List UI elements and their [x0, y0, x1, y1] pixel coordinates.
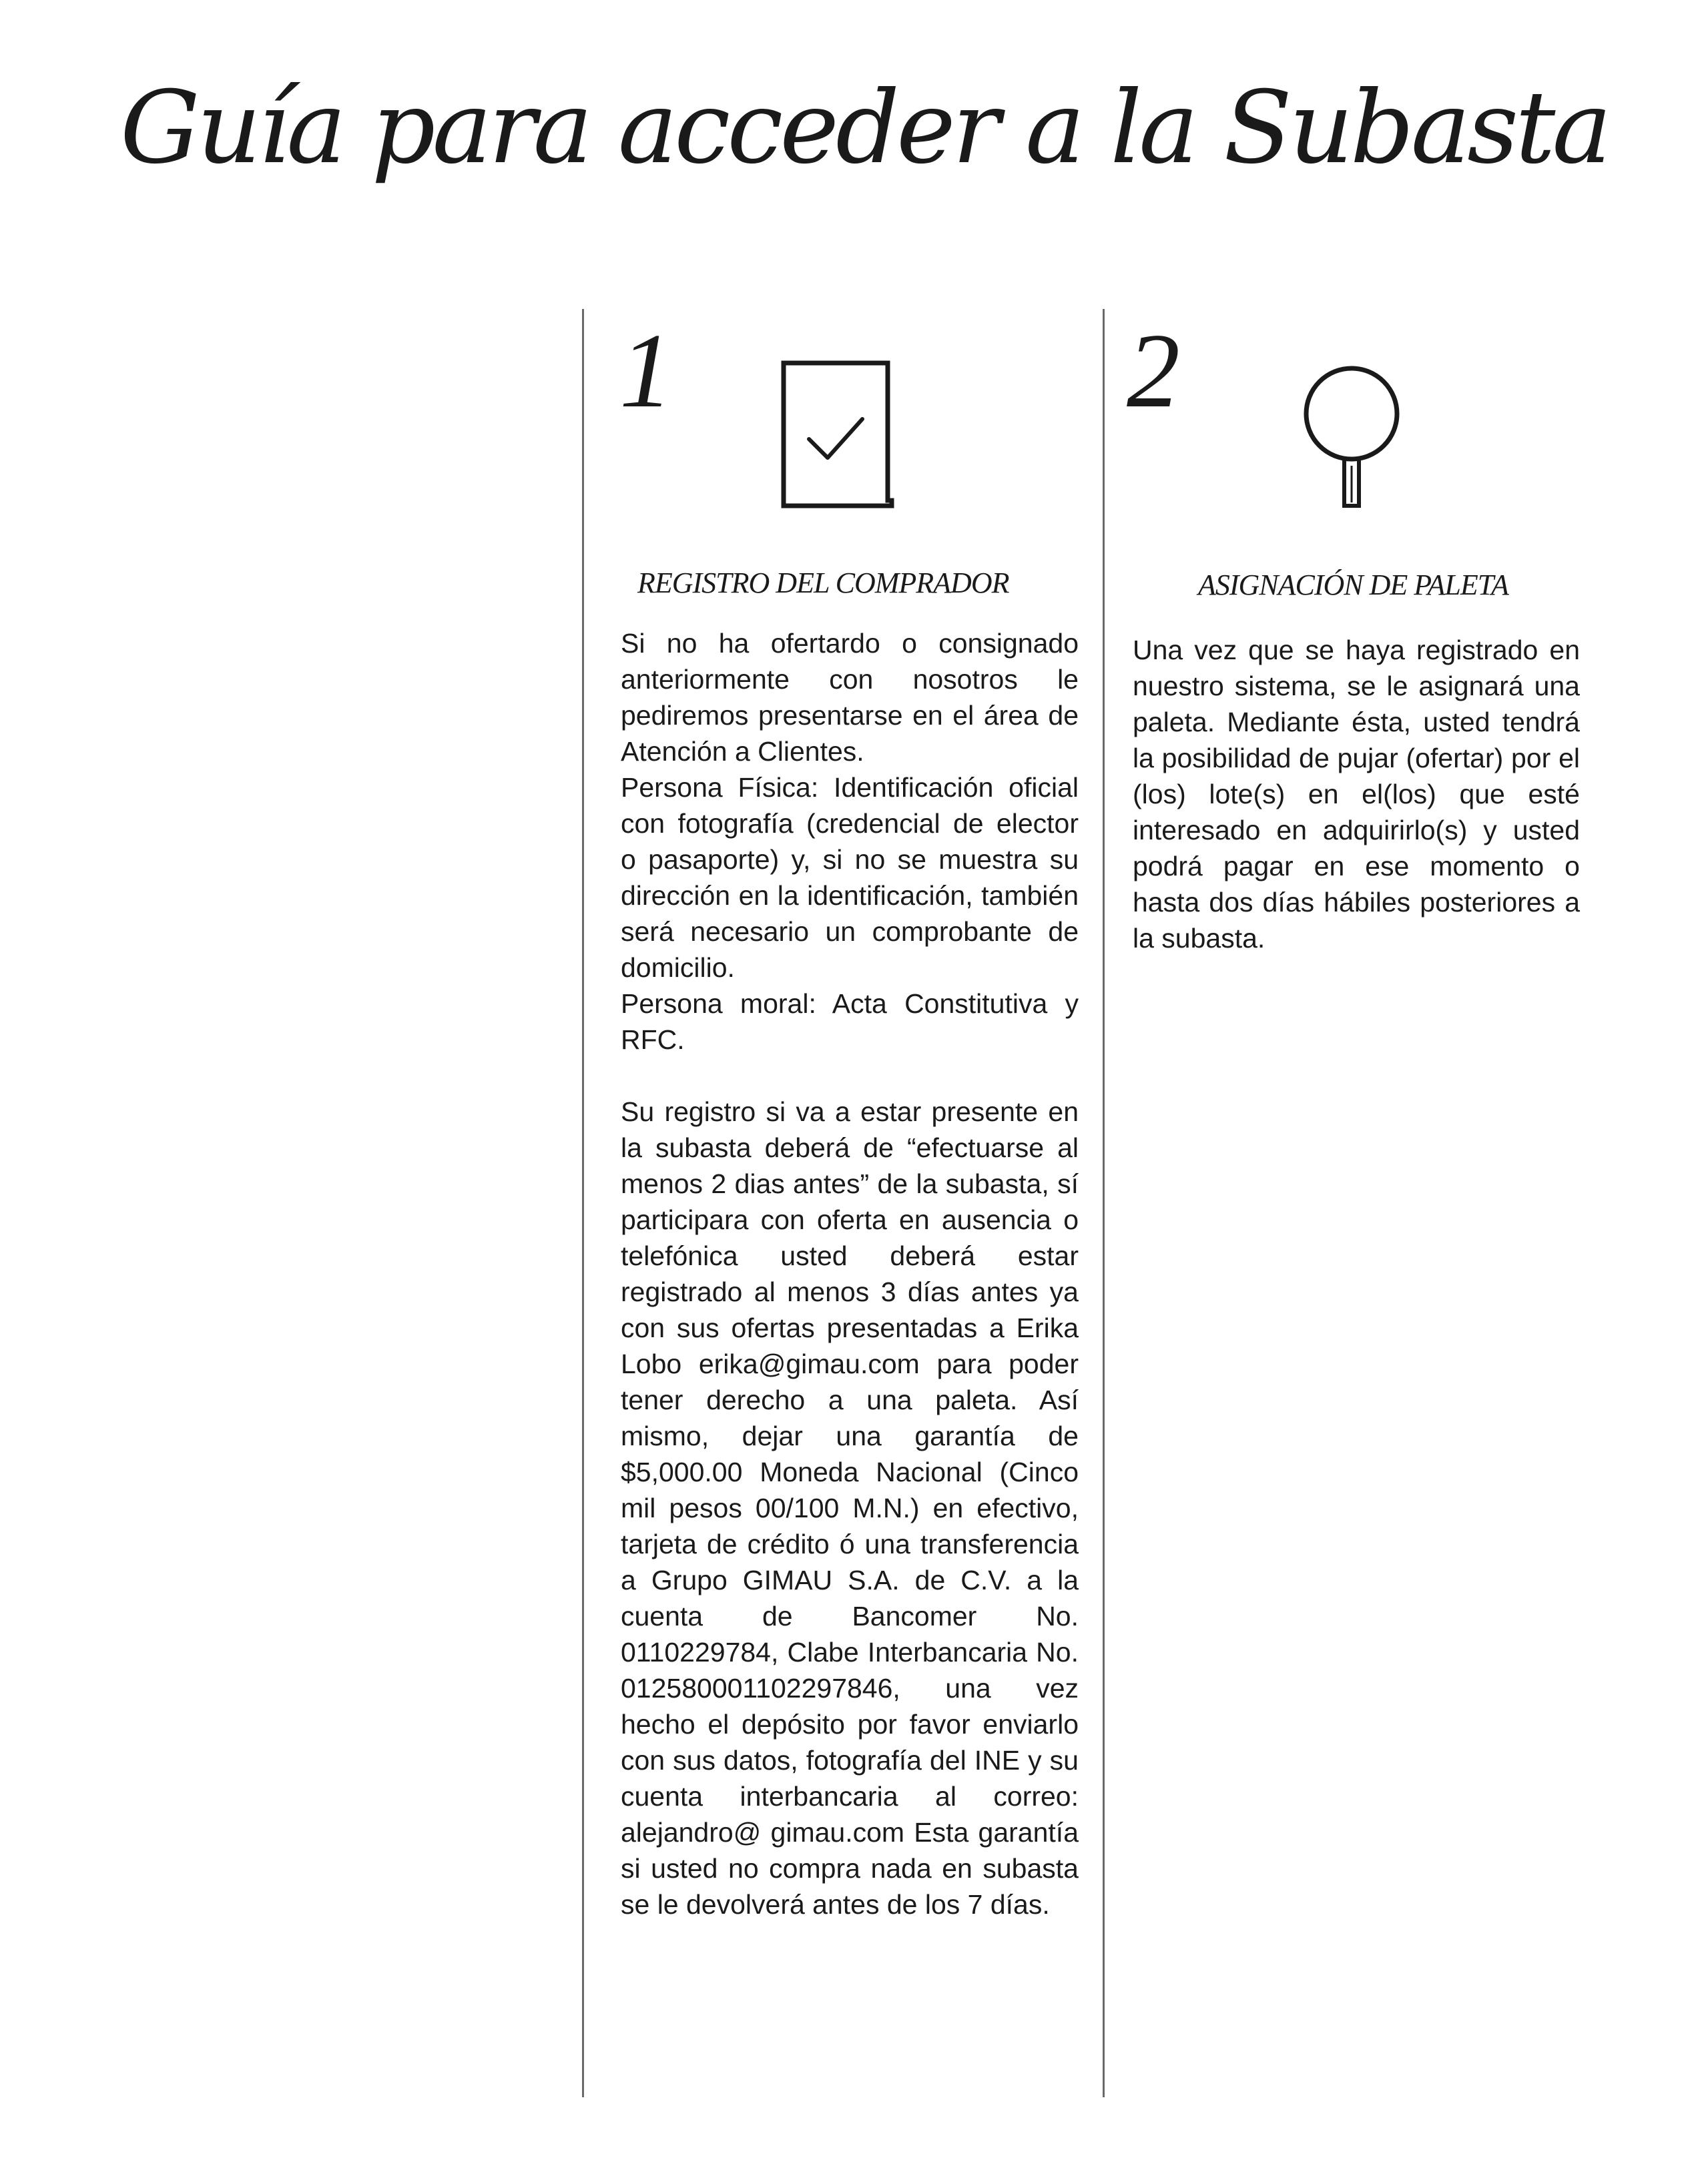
step-1-paragraph: Si no ha ofertardo o consignado anteriormente con nosotros le pediremos presentarse en el área de Atención a Clientes.	[621, 628, 1079, 767]
document-check-icon	[781, 360, 898, 510]
page-title: Guía para acceder a la Subasta	[120, 70, 1609, 186]
auction-paddle-icon	[1302, 366, 1402, 509]
step-1-heading: REGISTRO DEL COMPRADOR	[637, 567, 1009, 599]
step-2-number: 2	[1127, 311, 1180, 430]
step-1-paragraph: Persona moral: Acta Constitutiva y RFC.	[621, 988, 1079, 1055]
step-1-paragraph: Su registro si va a estar presente en la subasta deberá de “efectuarse al menos 2 dias antes” de la subasta, sí participara con oferta en ausencia o telefónica usted deberá estar registrado al menos 3 días antes ya con sus ofertas presentadas a Erika Lobo erika@gimau.com para poder tener derecho a una paleta. Así mismo, dejar una garantía de $5,000.00 Moneda Nacional (Cinco mil pesos 00/100 M.N.) en efectivo, tarjeta de crédito ó una transferencia a Grupo GIMAU S.A. de C.V. a la cuenta de Bancomer No. 0110229784, Clabe Interbancaria No. 012580001102297846, una vez hecho el depósito por favor enviarlo con sus datos, fotografía del INE y su cuenta interbancaria al correo: alejandro@ gimau.com Esta garantía si usted no compra nada en subasta se le devolverá antes de los 7 días.	[621, 1096, 1079, 1920]
step-1-body	[621, 625, 1079, 1922]
step-2-paragraph: Una vez que se haya registrado en nuestro sistema, se le asignará una paleta. Mediante ésta, usted tendrá la posibilidad de pujar (ofertar) por el (los) lote(s) en el(los) que esté interesado en adquirirlo(s) y usted podrá pagar en ese momento o hasta dos días hábiles posteriores a la subasta.	[1133, 635, 1580, 954]
step-2-body	[1133, 632, 1580, 956]
step-1-paragraph: Persona Física: Identificación oficial con fotografía (credencial de elector o pasaporte) y, si no se muestra su dirección en la identificación, también será necesario un comprobante de domicilio.	[621, 772, 1079, 983]
paragraph-spacer	[621, 1058, 1079, 1094]
column-divider-left	[582, 309, 584, 2097]
column-divider-right	[1103, 309, 1105, 2097]
step-2-heading: ASIGNACIÓN DE PALETA	[1198, 569, 1508, 601]
step-1-number: 1	[619, 311, 673, 430]
